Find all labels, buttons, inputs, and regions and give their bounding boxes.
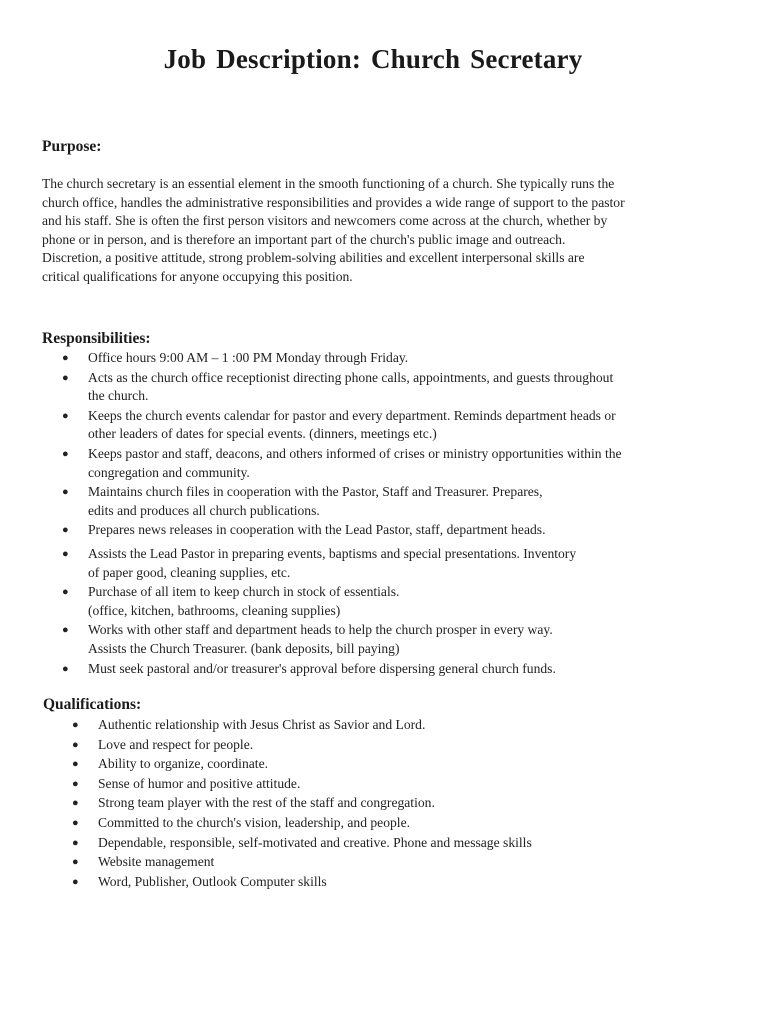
list-item-text: Word, Publisher, Outlook Computer skills	[98, 873, 327, 889]
list-item	[72, 736, 722, 755]
list-item	[62, 583, 722, 620]
bullet-icon: ●	[62, 662, 69, 675]
list-item	[72, 834, 722, 853]
bullet-icon: ●	[72, 816, 79, 829]
bullet-icon: ●	[62, 547, 69, 560]
list-item-text: the church.	[88, 388, 149, 404]
list-item-text: Assists the Church Treasurer. (bank deposits, bill paying)	[88, 640, 400, 656]
purpose-line: Discretion, a positive attitude, strong problem-solving abilities and excellent interpersonal skills are	[42, 250, 585, 266]
list-item	[62, 483, 722, 520]
list-item	[72, 853, 722, 872]
list-item-text: Keeps pastor and staff, deacons, and others informed of crises or ministry opportunities within the	[88, 445, 622, 461]
list-item-text: Strong team player with the rest of the staff and congregation.	[98, 795, 435, 811]
list-item	[62, 621, 722, 658]
list-item-text: (office, kitchen, bathrooms, cleaning supplies)	[88, 602, 341, 618]
bullet-icon: ●	[72, 738, 79, 751]
purpose-line: critical qualifications for anyone occupying this position.	[42, 268, 353, 284]
list-item	[72, 755, 722, 774]
list-item-text: Prepares news releases in cooperation with the Lead Pastor, staff, department heads.	[88, 522, 546, 538]
list-item-text: Keeps the church events calendar for pastor and every department. Reminds department heads or	[88, 407, 616, 423]
list-item-text: Office hours 9:00 AM – 1 :00 PM Monday through Friday.	[88, 350, 409, 365]
bullet-icon: ●	[72, 856, 79, 869]
responsibilities-list	[62, 349, 722, 679]
list-item-text: Website management	[98, 854, 215, 870]
bullet-icon: ●	[62, 624, 69, 637]
list-item	[62, 445, 722, 482]
responsibilities-heading: Responsibilities:	[42, 330, 151, 347]
list-item	[62, 545, 722, 582]
list-item-text: Love and respect for people.	[98, 736, 254, 752]
list-item	[72, 775, 722, 794]
bullet-icon: ●	[62, 486, 69, 499]
bullet-icon: ●	[62, 586, 69, 599]
qualifications-list	[72, 716, 722, 892]
bullet-icon: ●	[72, 875, 79, 888]
purpose-line: and his staff. She is often the first person visitors and newcomers come across at the church, whether by	[42, 213, 608, 229]
list-item	[72, 716, 722, 735]
bullet-icon: ●	[62, 409, 69, 422]
bullet-icon: ●	[72, 797, 79, 810]
bullet-icon: ●	[62, 371, 69, 384]
bullet-icon: ●	[72, 758, 79, 771]
list-item	[62, 521, 722, 540]
list-item	[72, 873, 722, 892]
list-item-text: Ability to organize, coordinate.	[98, 756, 269, 772]
list-item-text: other leaders of dates for special events. (dinners, meetings etc.)	[88, 426, 437, 442]
qualifications-heading: Qualifications:	[43, 696, 142, 713]
bullet-icon: ●	[62, 352, 69, 364]
bullet-icon: ●	[62, 524, 69, 537]
list-item-text: congregation and community.	[88, 464, 250, 480]
purpose-heading: Purpose:	[42, 138, 102, 155]
list-item-text: Authentic relationship with Jesus Christ as Savior and Lord.	[98, 717, 426, 732]
bullet-icon: ●	[62, 447, 69, 460]
list-item-text: Works with other staff and department heads to help the church prosper in every way.	[88, 622, 553, 638]
list-item	[62, 369, 722, 406]
list-item-text: Purchase of all item to keep church in stock of essentials.	[88, 584, 400, 600]
purpose-line: phone or in person, and is therefore an important part of the church's public image and outreach.	[42, 231, 566, 247]
list-item	[62, 407, 722, 444]
list-item-text: Dependable, responsible, self-motivated and creative. Phone and message skills	[98, 834, 532, 850]
page-title: Job Description: Church Secretary	[163, 44, 583, 74]
bullet-icon: ●	[72, 777, 79, 790]
purpose-line: The church secretary is an essential element in the smooth functioning of a church. She typically runs the	[42, 176, 615, 191]
list-item-text: Sense of humor and positive attitude.	[98, 775, 301, 791]
purpose-paragraph	[42, 175, 712, 287]
list-item	[62, 660, 722, 679]
list-item-text: Maintains church files in cooperation with the Pastor, Staff and Treasurer. Prepares,	[88, 484, 543, 500]
list-item	[72, 794, 722, 813]
list-item-text: Must seek pastoral and/or treasurer's approval before dispersing general church funds.	[88, 660, 556, 676]
list-item-text: Acts as the church office receptionist directing phone calls, appointments, and guests throughout	[88, 369, 614, 385]
bullet-icon: ●	[72, 719, 79, 731]
list-item-text: edits and produces all church publications.	[88, 502, 320, 518]
list-item-text: of paper good, cleaning supplies, etc.	[88, 564, 291, 580]
list-item	[72, 814, 722, 833]
bullet-icon: ●	[72, 836, 79, 849]
purpose-line: church office, handles the administrative responsibilities and provides a wide range of support to the pastor	[42, 194, 625, 210]
list-item	[62, 349, 722, 368]
list-item-text: Committed to the church's vision, leadership, and people.	[98, 814, 411, 830]
list-item-text: Assists the Lead Pastor in preparing events, baptisms and special presentations. Inventory	[88, 545, 577, 561]
